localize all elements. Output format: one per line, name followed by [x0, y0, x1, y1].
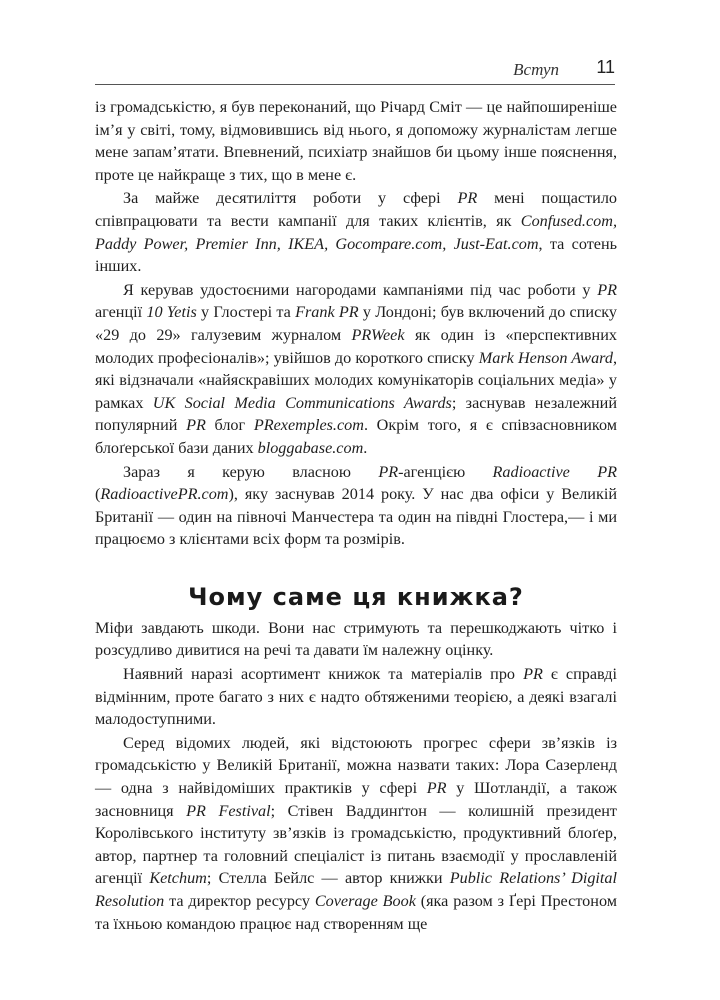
- text-run: блог: [205, 416, 254, 435]
- text-run: -агенцією: [398, 462, 493, 481]
- intro-paragraphs: [95, 96, 617, 551]
- text-run: та директор ресурсу: [164, 892, 315, 910]
- text-run: За майже десятиліття роботи у сфері: [123, 189, 458, 208]
- italic-text: Mark Henson Award: [478, 348, 613, 367]
- italic-text: Confused.com, Paddy Power, Premier Inn, IKEA, Gocompare.com, Just-Eat.com: [95, 211, 617, 253]
- paragraph: [95, 96, 617, 186]
- italic-text: PRWeek: [351, 325, 405, 344]
- text-run: ; Стелла Бейлс — автор книжки: [206, 869, 450, 888]
- paragraph: [95, 732, 617, 935]
- text-run: , які відзначали «найяскравіших молодих комунікаторів соціальних медіа» у рамках: [95, 348, 618, 412]
- section-paragraphs: [95, 617, 617, 935]
- italic-text: PR: [186, 416, 206, 435]
- text-run: .: [363, 438, 368, 457]
- text-run: мені пощастило співпрацювати та вести кампанії для таких клієнтів, як: [95, 189, 617, 230]
- text-run: у Лондоні; був включений до списку «29 до 29» галузевим журналом: [95, 303, 617, 344]
- italic-text: PR: [597, 280, 617, 299]
- paragraph: [95, 187, 617, 277]
- paragraph: [95, 663, 617, 731]
- text-run: Міфи завдають шкоди. Вони нас стримують та перешкоджають чітко і розсудливо дивитися на речі та давати їм належну оцінку.: [95, 618, 617, 660]
- italic-text: RadioactivePR.com: [100, 485, 229, 504]
- running-head-title: Вступ: [513, 60, 559, 79]
- paragraph: [95, 617, 617, 662]
- text-run: як один із «перспективних молодих професіоналів»; увійшов до короткого списку: [95, 325, 617, 367]
- italic-text: 10 Yetis: [146, 303, 197, 322]
- text-run: , та сотень інших.: [95, 234, 618, 276]
- italic-text: PR: [457, 189, 478, 208]
- italic-text: bloggabase.com: [257, 438, 364, 457]
- italic-text: Public Relations’ Digital Resolution: [95, 869, 617, 910]
- italic-text: Coverage Book: [314, 892, 416, 910]
- text-run: ), яку заснував 2014 року. У нас два офіси у Великій Британії — один на півночі Манчестера та один на півдні Глостера,— і ми працюємо з клієнтами всіх форм та розмірів.: [95, 485, 617, 549]
- running-head: [95, 56, 615, 86]
- text-run: . Окрім того, я є співзасновником блоґерської бази даних: [95, 416, 617, 457]
- text-run: Серед відомих людей, які відстоюють прогрес сфери зв’язків із громадськістю у Великій Британії, можна назвати таких: Лора Сазерленд — одна з найвідоміших практиків у сфері: [95, 733, 617, 798]
- paragraph: [95, 279, 617, 460]
- text-run: Я керував удостоєними нагородами кампаніями під час роботи у: [123, 280, 598, 299]
- text-run: Зараз я керую власною: [123, 462, 379, 481]
- header-rule: [95, 84, 615, 85]
- text-run: є справді відмінним, проте багато з них є надто обтяженими теорією, а деякі взагалі малодоступними.: [95, 665, 617, 729]
- italic-text: UK Social Media Communications Awards: [152, 393, 452, 412]
- italic-text: PRexemples.com: [253, 416, 364, 435]
- page-number: 11: [596, 57, 615, 77]
- text-run: (яка разом з Ґері Престоном та їхньою командою працює над створенням ще: [95, 892, 617, 933]
- text-run: ; Стівен Ваддинґтон — колишній президент Королівського інституту зв’язків із громадськістю, продуктивний блоґер, автор, партнер та головний спеціаліст із питань взаємодії у прославленій агенції: [95, 801, 617, 888]
- text-run: Наявний наразі асортимент книжок та матеріалів про: [123, 665, 524, 684]
- italic-text: PR: [523, 665, 543, 684]
- text-run: агенції: [95, 303, 147, 322]
- italic-text: PR: [426, 779, 447, 798]
- italic-text: Radioactive PR: [492, 462, 617, 481]
- text-run: (: [95, 485, 101, 504]
- italic-text: PR: [378, 462, 399, 481]
- page-body: [95, 96, 617, 935]
- italic-text: Frank PR: [295, 303, 359, 322]
- italic-text: PR Festival: [186, 801, 271, 820]
- text-run: ; заснував незалежний популярний: [95, 393, 618, 435]
- text-run: у Глостері та: [196, 303, 296, 322]
- text-run: із громадськістю, я був переконаний, що Річард Сміт — це найпоширеніше ім’я у світі, тому, відмовившись від нього, я допоможу журналістам легше мене запам’ятати. Впевнений, психіатр знайшов би цьому інше пояснення, проте це найкраще з тих, що в мене є.: [95, 98, 617, 184]
- paragraph: [95, 461, 617, 551]
- section-heading: Чому саме ця книжка?: [188, 582, 524, 611]
- italic-text: Ketchum: [149, 869, 207, 888]
- text-run: у Шотландії, а також засновниця: [95, 779, 617, 820]
